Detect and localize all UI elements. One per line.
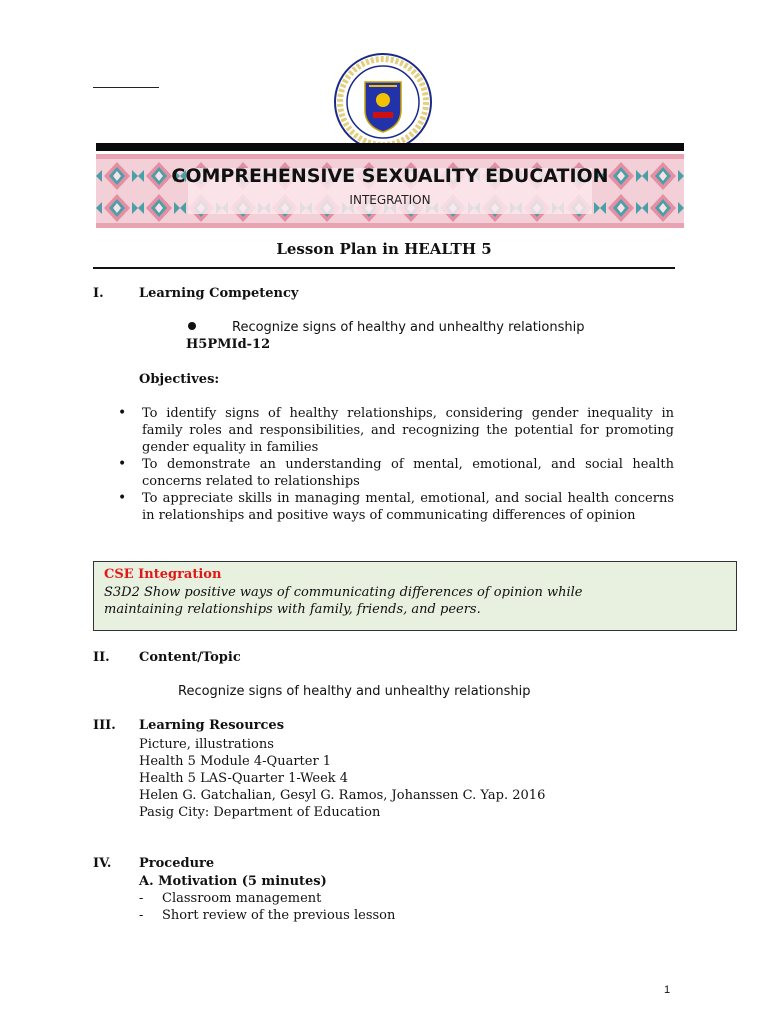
list-item: Short review of the previous lesson: [162, 908, 396, 923]
content-topic-text: Recognize signs of healthy and unhealthy relationship: [178, 684, 531, 699]
section-2-label: Content/Topic: [139, 650, 241, 665]
dash-icon: -: [139, 908, 144, 923]
bullet-dot-icon: [188, 322, 196, 330]
list-item: • To identify signs of healthy relationships, considering gender inequality in family roles and responsibilities, and recognizing the potential for promoting gender equality in families: [118, 405, 674, 456]
list-item: Health 5 LAS-Quarter 1-Week 4: [139, 771, 349, 786]
page-number: 1: [664, 984, 671, 996]
banner-subtitle: INTEGRATION: [349, 193, 431, 207]
motivation-heading: A. Motivation (5 minutes): [139, 874, 327, 889]
top-left-rule: [93, 87, 159, 88]
section-3-label: Learning Resources: [139, 718, 285, 733]
list-item: • To appreciate skills in managing mental, emotional, and social health concerns in relationships and positive ways of communicating differences of opinion: [118, 490, 674, 524]
learning-competency-text: Recognize signs of healthy and unhealthy relationship: [232, 320, 585, 335]
list-item: Picture, illustrations: [139, 737, 274, 752]
section-4-number: IV.: [93, 856, 112, 871]
banner-title: COMPREHENSIVE SEXUALITY EDUCATION: [171, 165, 609, 187]
list-item: Classroom management: [162, 891, 322, 906]
header-black-bar: [96, 143, 684, 151]
dash-icon: -: [139, 891, 144, 906]
section-4-label: Procedure: [139, 856, 215, 871]
section-3-number: III.: [93, 718, 116, 733]
section-1-number: I.: [93, 286, 104, 301]
cse-text: [104, 584, 724, 618]
title-rule: [93, 267, 675, 269]
learning-resources-list: [139, 736, 545, 821]
cse-text-line-2: maintaining relationships with family, friends, and peers.: [104, 602, 481, 617]
list-item: Pasig City: Department of Education: [139, 805, 381, 820]
list-item: • To demonstrate an understanding of mental, emotional, and social health concerns related to relationships: [118, 456, 674, 490]
cse-heading: CSE Integration: [104, 567, 222, 582]
section-2-number: II.: [93, 650, 110, 665]
cse-text-line-1: S3D2 Show positive ways of communicating differences of opinion while: [104, 585, 583, 600]
deped-seal-icon: [333, 52, 433, 152]
list-item: Helen G. Gatchalian, Gesyl G. Ramos, Johanssen C. Yap. 2016: [139, 788, 546, 803]
cse-integration-box: [93, 561, 737, 631]
competency-code: H5PMId-12: [186, 337, 271, 352]
lesson-title: Lesson Plan in HEALTH 5: [276, 240, 492, 258]
objectives-label: Objectives:: [139, 372, 220, 387]
section-1-label: Learning Competency: [139, 286, 299, 301]
objectives-list: [118, 405, 674, 524]
list-item: Health 5 Module 4-Quarter 1: [139, 754, 332, 769]
